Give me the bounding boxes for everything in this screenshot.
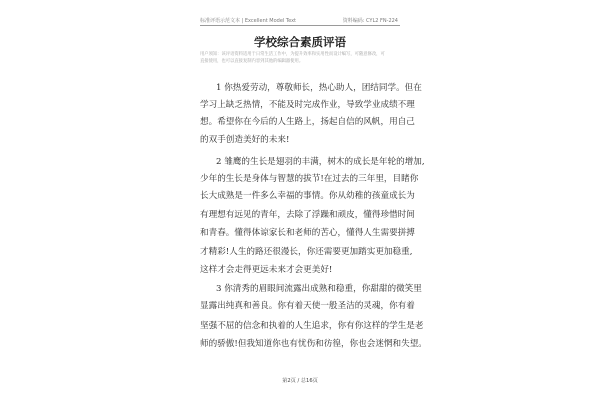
paragraph-3-line: 3 你清秀的眉眼间流露出成熟和稳重，你甜甜的微笑里 <box>216 284 422 294</box>
notice-line: 直接使用，也可以直接复制内容到其他的编辑器使用。 <box>200 59 304 64</box>
paragraph-1-line: 1 你热爱劳动，尊敬师长，热心助人，团结同学。但在 <box>216 83 422 93</box>
paragraph-2-line: 2 雏鹰的生长是翅羽的丰满，树木的成长是年轮的增加, <box>216 157 425 167</box>
notice-line: 用户须知：该评语资料适用于日常生活工作中，为提升效率和实用性而设计编写，可随意修改，可 <box>200 52 385 57</box>
header-divider <box>200 25 400 26</box>
paragraph-2-line: 和青春。懂得体谅家长和老师的苦心，懂得人生需要拼搏 <box>200 228 415 238</box>
paragraph-2-line: 少年的生长是身体与智慧的拔节!在过去的三年里，目睹你 <box>200 174 419 184</box>
paragraph-2-line: 长大成熟是一件多么幸福的事情。你从幼稚的孩童成长为 <box>200 191 415 201</box>
paragraph-2-line: 这样才会走得更远未来才会更美好! <box>200 265 333 275</box>
paragraph-1-line: 想。希望你在今后的人生路上，扬起自信的风帆，用自己 <box>200 117 415 127</box>
page-header <box>200 17 398 24</box>
page-number: 第2页 / 总16页 <box>282 378 318 384</box>
header-document-code: 资料编码: CYL2 FN-224 <box>342 18 398 24</box>
paragraph-1-line: 的双手创造美好的未来! <box>200 135 290 145</box>
paragraph-2-line: 才精彩!人生的路还很漫长，你还需要更加踏实更加稳重, <box>200 247 413 257</box>
user-notice <box>200 51 400 65</box>
paragraph-2-line: 有理想有远见的青年，去除了浮躁和顽皮，懂得珍惜时间 <box>200 210 415 220</box>
paragraph-3-line: 坚强不屈的信念和执着的人生追求，你有你这样的学生是老 <box>200 321 424 331</box>
document-title: 学校综合素质评语 <box>254 35 346 49</box>
paragraph-1-line: 学习上缺乏热情，不能及时完成作业，导致学业成绩不理 <box>200 100 415 110</box>
paragraph-3-line: 显露出纯真和善良。你有着天使一般圣洁的灵魂，你有着 <box>200 301 415 311</box>
header-left-text: 标准评语示范文本 | Excellent Model Text <box>200 18 297 24</box>
paragraph-3-line: 师的骄傲!但我知道你也有忧伤和彷徨，你也会迷惘和失望。 <box>200 339 427 349</box>
